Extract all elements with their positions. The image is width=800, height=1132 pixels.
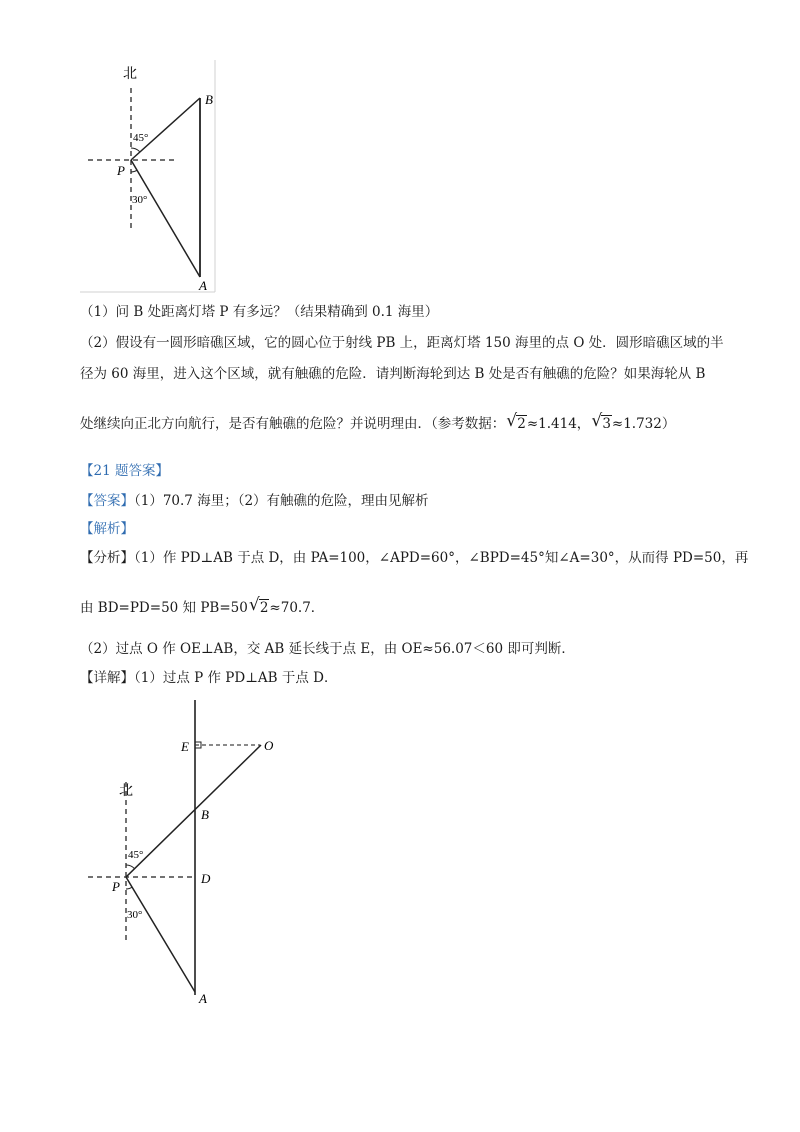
question-2-line-2: 径为 60 海里，进入这个区域，就有触礁的危险．请判断海轮到达 B 处是否有触礁的危险？如果海轮从 B	[80, 366, 706, 382]
point-O-label: O	[264, 738, 274, 753]
sqrt-3-symbol	[592, 414, 612, 434]
angle-arc-30	[126, 887, 132, 889]
point-D-label: D	[201, 871, 211, 886]
fenxi-text-1: （1）作 PD⊥AB 于点 D，由 PA=100，∠APD=60°，∠BPD=45°知∠A=30°，从而得 PD=50，再	[134, 550, 749, 566]
sqrt-3-radicand: 3	[602, 416, 611, 432]
fenxi-label: 【分析】	[80, 550, 134, 566]
fenxi-sqrt-symbol	[250, 598, 270, 618]
point-A-label: A	[199, 991, 207, 1006]
figure-2-diagram	[80, 700, 300, 1010]
detail-line	[80, 668, 337, 688]
answer-text: （1）70.7 海里；（2）有触礁的危险，理由见解析	[134, 493, 429, 509]
fenxi-line-3: （2）过点 O 作 OE⊥AB，交 AB 延长线于点 E，由 OE≈56.07＜60 即可判断．	[80, 641, 575, 657]
fenxi-line-1	[80, 548, 748, 568]
point-P-label: P	[112, 879, 120, 894]
question-2-line-3-prefix: 处继续向正北方向航行，是否有触礁的危险？并说明理由．（参考数据：	[80, 416, 506, 432]
question-2-line-3	[80, 414, 675, 434]
angle-45-label: 45°	[128, 849, 144, 861]
angle-30-label: 30°	[132, 194, 148, 206]
approx-1732: ≈1.732）	[611, 416, 676, 432]
point-B-label: B	[201, 807, 209, 822]
point-P-label: P	[117, 163, 125, 178]
answer-line	[80, 491, 429, 511]
sqrt-2-symbol	[507, 414, 527, 434]
point-E-label: E	[181, 739, 189, 754]
point-A-label: A	[199, 278, 207, 293]
fenxi-line-2-suffix: ≈70.7．	[269, 600, 325, 616]
detail-text: （1）过点 P 作 PD⊥AB 于点 D．	[134, 670, 338, 686]
section-title: 【21 题答案】	[80, 463, 169, 479]
figure-1	[80, 60, 230, 295]
point-B-label: B	[205, 92, 213, 107]
angle-arc-45	[131, 148, 140, 152]
angle-30-label: 30°	[127, 909, 143, 921]
detail-label: 【详解】	[80, 670, 134, 686]
segment-PA	[126, 877, 195, 992]
answer-label: 【答案】	[80, 493, 134, 509]
analysis-title: 【解析】	[80, 521, 134, 537]
question-1: （1）问 B 处距离灯塔 P 有多远？（结果精确到 0.1 海里）	[80, 304, 439, 320]
fenxi-line-2	[80, 598, 324, 618]
figure-2	[80, 700, 300, 1010]
segment-PB	[131, 98, 200, 160]
angle-arc-30	[131, 170, 137, 172]
angle-arc-45	[126, 865, 135, 869]
segment-PA	[131, 160, 200, 277]
north-label: 北	[119, 784, 133, 799]
fenxi-line-2-prefix: 由 BD=PD=50 知 PB=50	[80, 600, 248, 616]
angle-45-label: 45°	[133, 132, 149, 144]
figure-1-diagram	[80, 60, 230, 295]
fenxi-sqrt-radicand: 2	[259, 600, 269, 616]
sqrt-2-radicand: 2	[517, 416, 526, 432]
segment-PO	[126, 745, 261, 877]
north-label: 北	[123, 67, 137, 82]
question-2-line-1: （2）假设有一圆形暗礁区域，它的圆心位于射线 PB 上，距离灯塔 150 海里的点 O 处．圆形暗礁区域的半	[80, 335, 724, 351]
approx-1414: ≈1.414，	[526, 416, 591, 432]
